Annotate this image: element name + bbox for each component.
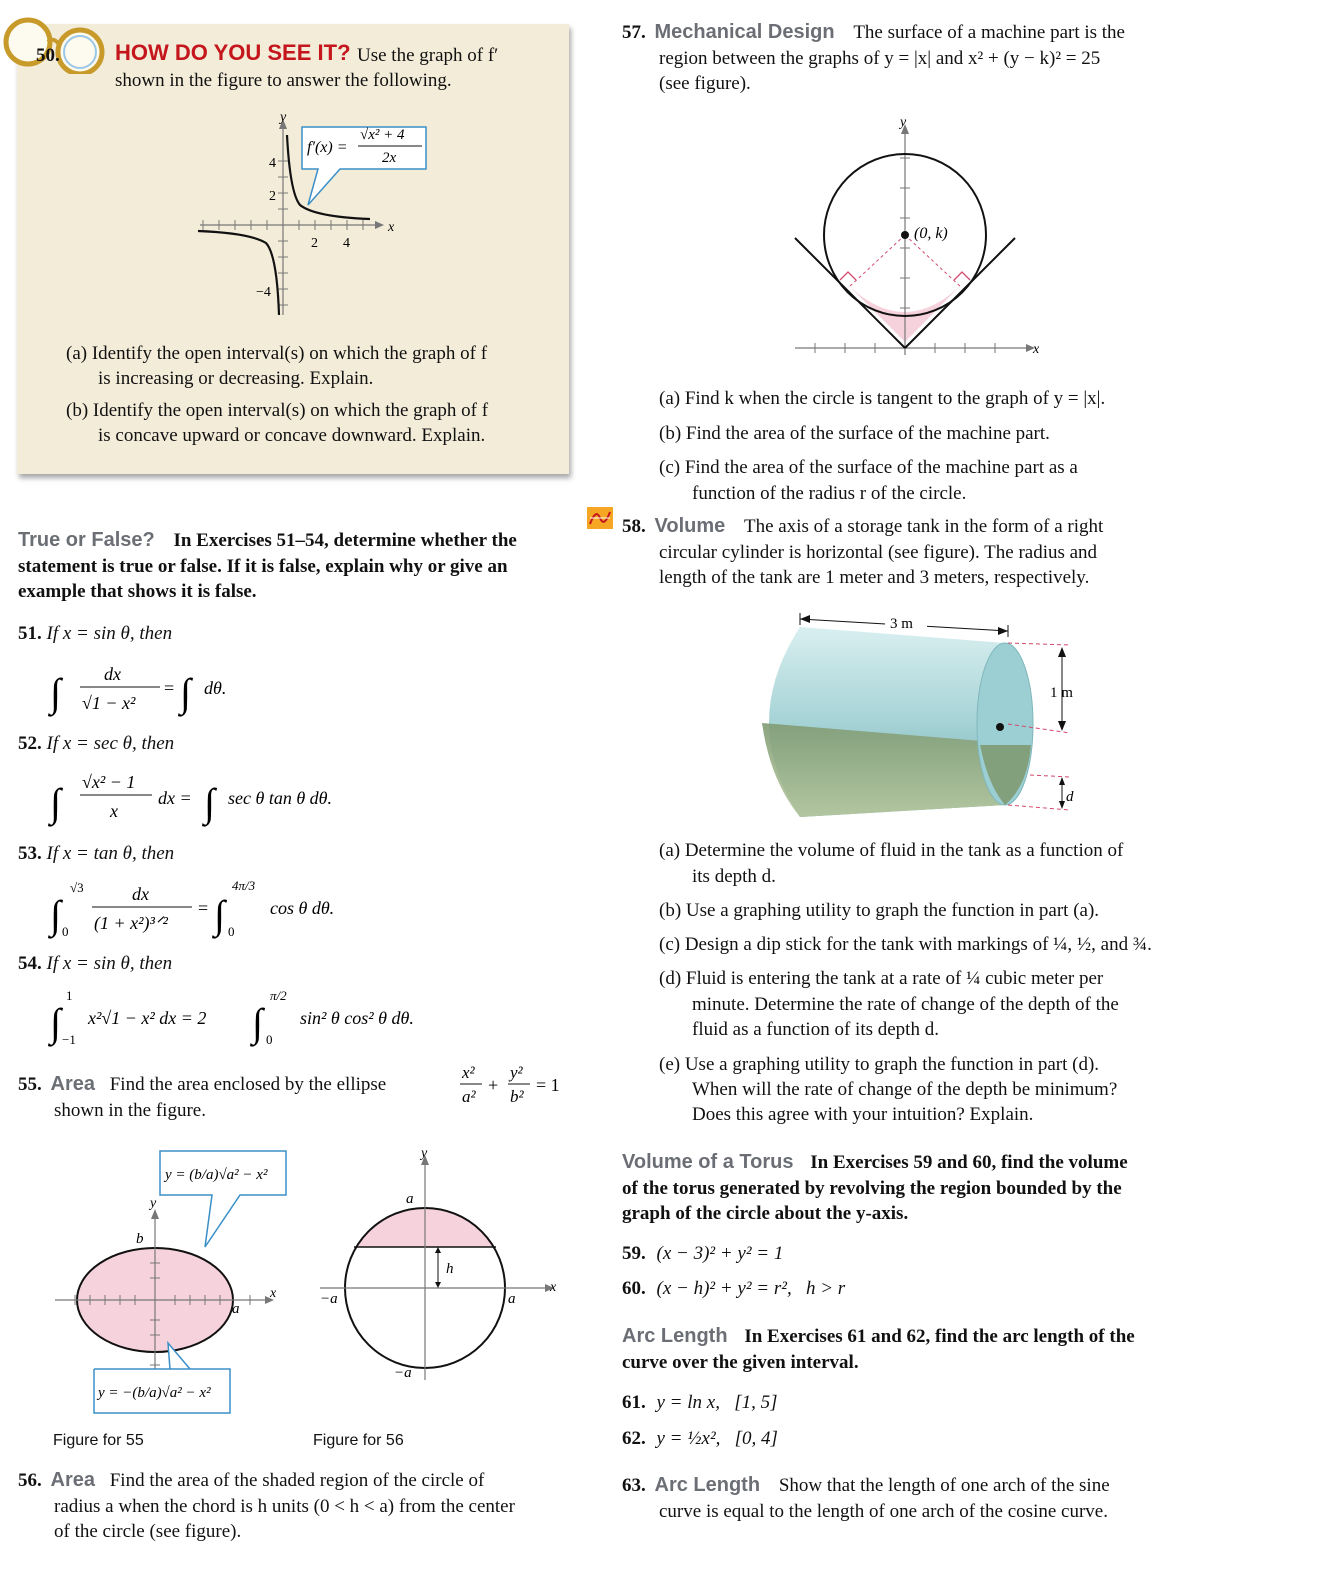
machine-part-figure [790, 110, 1050, 360]
svg-text:−1: −1 [62, 1032, 76, 1047]
ex62: 62. y = ½x², [0, 4] [622, 1428, 778, 1449]
ex58-part-d: (d) Fluid is entering the tank at a rate of ¼ cubic meter per [659, 968, 1104, 989]
ex54-equation [48, 984, 468, 1050]
ex50-intro-2: shown in the figure to answer the following. [115, 70, 452, 91]
svg-text:1: 1 [66, 988, 73, 1003]
svg-text:dx: dx [104, 664, 121, 684]
true-false-line3: example that shows it is false. [18, 581, 257, 602]
ex56-line3: of the circle (see figure). [54, 1521, 242, 1542]
ex50-part-b: (b) Identify the open interval(s) on which the graph of f [66, 400, 489, 421]
svg-text:= 1: = 1 [536, 1075, 560, 1095]
callout-denominator: 2x [382, 150, 397, 166]
graphing-utility-icon [586, 506, 616, 532]
center-point [901, 231, 909, 239]
svg-text:∫: ∫ [204, 780, 215, 825]
ex52-statement: 52. If x = sec θ, then [18, 733, 175, 754]
svg-text:0: 0 [228, 924, 235, 939]
center-label: (0, k) [914, 225, 948, 242]
tick-y2: 2 [269, 189, 276, 204]
exercise-number: 50. [36, 45, 60, 66]
label-x: x [550, 1280, 557, 1295]
svg-text:dx: dx [132, 884, 149, 904]
svg-text:√1 − x²: √1 − x² [82, 693, 136, 713]
ex55-ellipse-equation [456, 1058, 576, 1110]
svg-text:√3: √3 [70, 880, 84, 895]
label-y: y [421, 1146, 428, 1161]
svg-text:∫: ∫ [50, 892, 61, 937]
y-axis-label: y [280, 110, 287, 125]
ex56-line2: radius a when the chord is h units (0 < h < a) from the center [54, 1496, 515, 1517]
ex58-part-e-2: When will the rate of change of the depth be minimum? [692, 1079, 1118, 1100]
svg-text:x: x [110, 801, 118, 821]
label-b: b [136, 1231, 144, 1247]
torus-line2: of the torus generated by revolving the region bounded by the [622, 1178, 1122, 1199]
ex58-part-d-2: minute. Determine the rate of change of the depth of the [692, 994, 1119, 1015]
torus-intro: Volume of a Torus In Exercises 59 and 60, find the volume [622, 1151, 1128, 1173]
svg-text:∫: ∫ [180, 670, 191, 715]
ex57-statement: 57. Mechanical Design The surface of a machine part is the [622, 21, 1125, 43]
radius-label: 1 m [1050, 685, 1073, 701]
label-y: y [150, 1196, 157, 1211]
ex58-part-a-2: its depth d. [692, 866, 776, 887]
svg-text:π/2: π/2 [270, 988, 287, 1003]
svg-text:=: = [164, 678, 175, 698]
length-label: 3 m [890, 616, 913, 632]
svg-text:∫: ∫ [50, 1000, 61, 1045]
arc-length-intro: Arc Length In Exercises 61 and 62, find the arc length of the [622, 1325, 1135, 1347]
svg-text:cos θ dθ.: cos θ dθ. [270, 898, 335, 918]
ex57-part-c-2: function of the radius r of the circle. [692, 483, 967, 504]
label-neg-a-left: −a [320, 1291, 338, 1307]
label-y: y [900, 115, 907, 130]
label-x: x [270, 1286, 277, 1301]
label-a-top: a [406, 1191, 414, 1207]
svg-text:0: 0 [62, 924, 69, 939]
svg-text:dθ.: dθ. [204, 678, 227, 698]
how-do-you-see-it-title: HOW DO YOU SEE IT? [115, 40, 351, 65]
ex58-part-b: (b) Use a graphing utility to graph the function in part (a). [659, 900, 1100, 921]
arc-length-line2: curve over the given interval. [622, 1352, 859, 1373]
torus-line3: graph of the circle about the y-axis. [622, 1203, 909, 1224]
derivative-graph [190, 105, 440, 320]
circle-chord-figure [310, 1145, 570, 1385]
ex63-line2: curve is equal to the length of one arch of the cosine curve. [659, 1501, 1108, 1522]
ex56-statement: 56. Area Find the area of the shaded region of the circle of [18, 1469, 485, 1491]
ex57-part-a: (a) Find k when the circle is tangent to the graph of y = |x|. [659, 388, 1106, 409]
svg-text:∫: ∫ [50, 780, 61, 825]
depth-label: d [1066, 789, 1074, 805]
ex63-statement: 63. Arc Length Show that the length of one arch of the sine [622, 1474, 1110, 1496]
line-y-neg-x [795, 238, 905, 348]
ex50-part-a-2: is increasing or decreasing. Explain. [98, 368, 374, 389]
label-a: a [232, 1301, 240, 1317]
ex54-statement: 54. If x = sin θ, then [18, 953, 173, 974]
svg-text:∫: ∫ [50, 670, 61, 715]
ex59: 59. (x − 3)² + y² = 1 [622, 1243, 784, 1264]
svg-text:√x² − 1: √x² − 1 [82, 772, 136, 792]
section-head: True or False? [18, 529, 155, 551]
ex57-part-c: (c) Find the area of the surface of the machine part as a [659, 457, 1078, 478]
ex51-statement: 51. If x = sin θ, then [18, 623, 173, 644]
ex58-part-c: (c) Design a dip stick for the tank with markings of ¼, ½, and ¾. [659, 934, 1152, 955]
ex51-equation [48, 656, 288, 720]
ex60: 60. (x − h)² + y² = r², h > r [622, 1278, 846, 1299]
ex50-part-a: (a) Identify the open interval(s) on which the graph of f [66, 343, 488, 364]
ex58-part-e-3: Does this agree with your intuition? Explain. [692, 1104, 1034, 1125]
ex55-statement: 55. Area Find the area enclosed by the ellipse [18, 1073, 387, 1095]
ex53-equation [48, 874, 368, 940]
figure-56-caption: Figure for 56 [313, 1432, 404, 1449]
label-a-right: a [508, 1291, 516, 1307]
curve-negative [198, 231, 279, 315]
ex58-part-d-3: fluid as a function of its depth d. [692, 1019, 939, 1040]
ex61: 61. y = ln x, [1, 5] [622, 1392, 778, 1413]
svg-text:x²√1 − x² dx = 2: x²√1 − x² dx = 2 [88, 1008, 207, 1028]
ex52-equation [48, 766, 368, 830]
ex58-part-e: (e) Use a graphing utility to graph the function in part (d). [659, 1054, 1100, 1075]
svg-text:y²: y² [510, 1063, 523, 1082]
svg-text:sin² θ cos² θ dθ.: sin² θ cos² θ dθ. [300, 1008, 414, 1028]
center-point [996, 723, 1004, 731]
ex57-line2: region between the graphs of y = |x| and x² + (y − k)² = 25 [659, 48, 1101, 69]
callout-numerator: √x² + 4 [360, 127, 405, 143]
svg-text:dx =: dx = [158, 788, 192, 808]
svg-text:∫: ∫ [214, 892, 225, 937]
x-axis-label: x [388, 220, 395, 235]
svg-text:∫: ∫ [252, 1000, 263, 1045]
true-false-line2: statement is true or false. If it is false, explain why or give an [18, 556, 508, 577]
true-false-intro: True or False? In Exercises 51–54, determine whether the [18, 529, 517, 551]
svg-text:sec θ tan θ dθ.: sec θ tan θ dθ. [228, 788, 333, 808]
line-y-x [905, 238, 1015, 348]
ex50-intro: Use the graph of f′ [357, 45, 499, 66]
svg-text:4π/3: 4π/3 [232, 878, 256, 893]
ex58-part-a: (a) Determine the volume of fluid in the tank as a function of [659, 840, 1124, 861]
svg-text:0: 0 [266, 1032, 273, 1047]
tick-x2: 2 [311, 236, 318, 251]
ex50-part-b-2: is concave upward or concave downward. Explain. [98, 425, 486, 446]
lower-callout-text: y = −(b/a)√a² − x² [98, 1385, 211, 1401]
ex57-line3: (see figure). [659, 73, 751, 94]
tick-y-neg4: −4 [256, 285, 271, 300]
svg-text:a²: a² [462, 1087, 476, 1106]
tick-y4: 4 [269, 156, 276, 171]
svg-text:+: + [488, 1075, 499, 1095]
ex53-statement: 53. If x = tan θ, then [18, 843, 175, 864]
ex58-line2: circular cylinder is horizontal (see figure). The radius and [659, 542, 1098, 563]
lower-callout [94, 1343, 230, 1413]
label-x: x [1033, 342, 1040, 357]
storage-tank-figure [740, 605, 1100, 835]
label-h: h [446, 1261, 454, 1277]
ex57-part-b: (b) Find the area of the surface of the machine part. [659, 423, 1050, 444]
upper-callout-text: y = (b/a)√a² − x² [165, 1167, 268, 1183]
svg-text:(1 + x²)³ᐟ²: (1 + x²)³ᐟ² [94, 913, 168, 933]
ellipse-figure [50, 1145, 300, 1425]
svg-text:b²: b² [510, 1087, 524, 1106]
ex55-statement-2: shown in the figure. [54, 1100, 206, 1121]
svg-text:=: = [198, 898, 209, 918]
tick-x4: 4 [343, 236, 350, 251]
figure-55-caption: Figure for 55 [53, 1432, 144, 1449]
ex58-line3: length of the tank are 1 meter and 3 meters, respectively. [659, 567, 1090, 588]
label-neg-a-bottom: −a [394, 1365, 412, 1381]
ex58-statement: 58. Volume The axis of a storage tank in the form of a right [622, 515, 1104, 537]
upper-callout [160, 1151, 286, 1247]
svg-text:x²: x² [462, 1063, 475, 1082]
callout-label: f′(x) = [307, 139, 348, 156]
